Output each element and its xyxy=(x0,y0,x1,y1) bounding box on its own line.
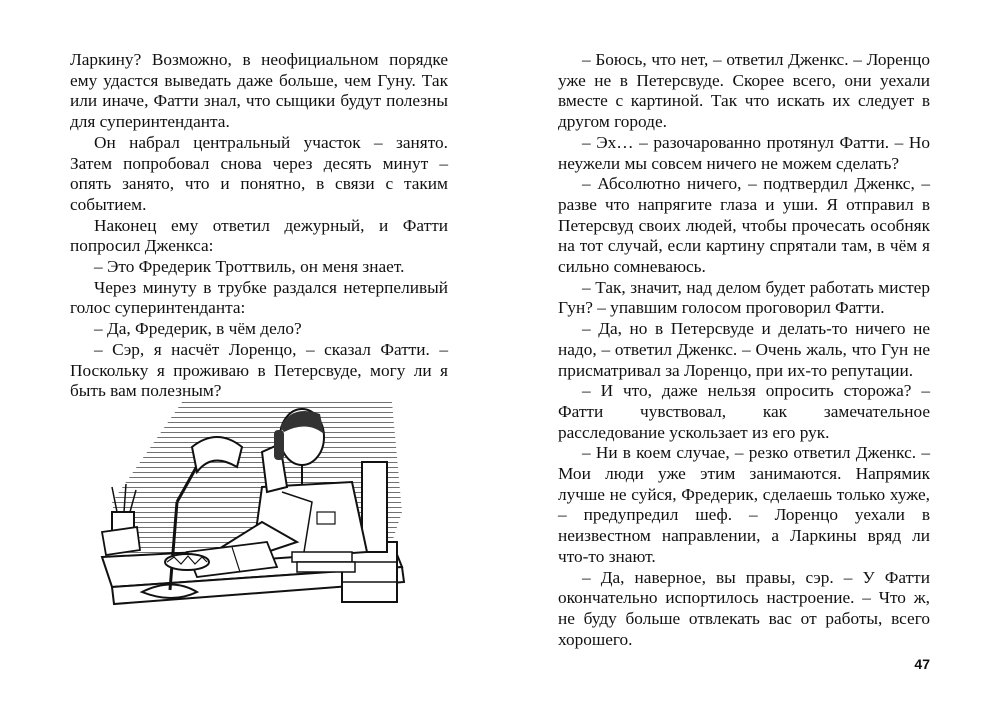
paragraph: – Эх… – разочарованно протянул Фатти. – Но неужели мы совсем ничего не можем сделать? xyxy=(558,132,930,173)
paragraph: – Так, значит, над делом будет работать мистер Гун? – упавшим голосом проговорил Фатти. xyxy=(558,277,930,318)
paragraph: Через минуту в трубке раздался нетерпеливый голос суперинтенданта: xyxy=(70,277,448,318)
left-page-text xyxy=(70,50,448,402)
paragraph: Наконец ему ответил дежурный, и Фатти попросил Дженкса: xyxy=(70,215,448,256)
paragraph: – Да, Фредерик, в чём дело? xyxy=(94,319,302,339)
paragraph: – Ни в коем случае, – резко ответил Дженкс. – Мои люди уже этим занимаются. Напрямик лучше не суйся, Фредерик, сделаешь только хуже, – предупредил шеф. – Лоренцо уехали в неизвестном направлении, а Ларкины вряд ли что-то знают. xyxy=(558,443,930,566)
paragraph: – Боюсь, что нет, – ответил Дженкс. – Лоренцо уже не в Петерсвуде. Скорее всего, они уехали вместе с картиной. Так что искать их следует в другом городе. xyxy=(558,50,930,132)
paragraph: Он набрал центральный участок – занято. Затем попробовал снова через десять минут – опять занято, что и понятно, в связи с таким событием. xyxy=(70,132,448,214)
telephone-receiver-icon xyxy=(274,430,284,460)
paragraph: – Абсолютно ничего, – подтвердил Дженкс, – разве что напрягите глаза и уши. Я отправил в Петерсвуд своих людей, чтобы прочесать особняк на тот случай, если картину спрятали там, в чём я сильно сомневаюсь. xyxy=(558,174,930,277)
right-page xyxy=(500,0,1000,715)
paragraph: – И что, даже нельзя опросить сторожа? – Фатти чувствовал, как замечательное расследование ускользает из его рук. xyxy=(558,381,930,442)
paragraph: – Это Фредерик Троттвиль, он меня знает. xyxy=(94,257,405,277)
paragraph: – Да, наверное, вы правы, сэр. – У Фатти окончательно испортилось настроение. – Что ж, не буду больше отвлекать вас от работы, всего хорошего. xyxy=(558,567,930,649)
paragraph: Ларкину? Возможно, в неофициальном порядке ему удастся выведать даже больше, чем Гуну. Так или иначе, Фатти знал, что сыщики будут полезны для суперинтенданта. xyxy=(70,50,448,132)
right-page-text xyxy=(558,50,930,650)
page-number: 47 xyxy=(914,656,930,672)
man-on-phone-at-desk-illustration xyxy=(92,392,412,640)
paragraph: – Да, но в Петерсвуде и делать-то ничего не надо, – ответил Дженкс. – Очень жаль, что Гун не присматривал за Лоренцо, при их-то репутации. xyxy=(558,319,930,380)
paragraph: – Сэр, я насчёт Лоренцо, – сказал Фатти. – Поскольку я проживаю в Петерсвуде, могу ли я быть вам полезным? xyxy=(70,339,448,401)
